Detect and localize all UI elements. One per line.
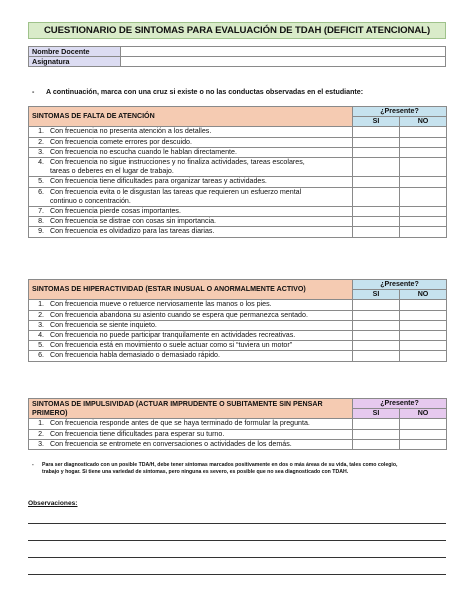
symptom-row — [29, 429, 447, 439]
yes-column-header: SI — [353, 117, 400, 127]
no-checkbox[interactable] — [400, 310, 447, 320]
no-checkbox[interactable] — [400, 207, 447, 217]
symptom-description: Con frecuencia es olvidadizo para las tareas diarias. — [50, 227, 215, 236]
symptom-number: 3. — [38, 147, 44, 156]
symptom-description-continued: continuo o concentración. — [50, 196, 131, 205]
symptom-description: Con frecuencia se entromete en conversaciones o actividades de los demás. — [50, 439, 292, 448]
no-checkbox[interactable] — [400, 331, 447, 341]
symptom-description: Con frecuencia no escucha cuando le hablan directamente. — [50, 147, 237, 156]
section-heading: SINTOMAS DE FALTA DE ATENCIÓN — [29, 107, 353, 127]
symptom-row — [29, 177, 447, 187]
symptom-row — [29, 127, 447, 137]
symptom-row — [29, 207, 447, 217]
yes-checkbox[interactable] — [353, 158, 400, 177]
symptom-row — [29, 187, 447, 206]
symptom-number: 3. — [38, 439, 44, 448]
yes-checkbox[interactable] — [353, 331, 400, 341]
symptom-description: Con frecuencia está en movimiento o suele actuar como si “tuviera un motor” — [50, 341, 293, 350]
symptom-number: 2. — [38, 137, 44, 146]
observation-line[interactable] — [28, 540, 446, 541]
note-line-1: Para ser diagnosticado con un posible TDA/H, debe tener síntomas marcados positivamente en dos o más áreas de su vida, tales como colegio, — [42, 462, 398, 468]
no-checkbox[interactable] — [400, 341, 447, 351]
yes-checkbox[interactable] — [353, 207, 400, 217]
symptom-text — [29, 300, 353, 310]
symptom-row — [29, 419, 447, 429]
note-dash: - — [32, 462, 34, 468]
symptom-number: 4. — [38, 331, 44, 340]
symptom-text — [29, 217, 353, 227]
page-title: CUESTIONARIO DE SINTOMAS PARA EVALUACIÓN DE TDAH (DEFICIT ATENCIONAL) — [28, 22, 446, 39]
yes-checkbox[interactable] — [353, 137, 400, 147]
symptom-text — [29, 177, 353, 187]
info-label-asignatura: Asignatura — [29, 57, 121, 67]
symptom-row — [29, 320, 447, 330]
info-row-docente — [29, 47, 446, 57]
symptom-row — [29, 310, 447, 320]
symptom-row — [29, 227, 447, 237]
symptom-section-table — [28, 398, 447, 450]
section-heading: SINTOMAS DE HIPERACTIVIDAD (ESTAR INUSUAL O ANORMALMENTE ACTIVO) — [29, 280, 353, 300]
instruction-text: A continuación, marca con una cruz si existe o no las conductas observadas en el estudiante: — [46, 88, 364, 96]
info-table — [28, 46, 446, 67]
no-column-header: NO — [400, 117, 447, 127]
bullet-dash: - — [32, 88, 35, 96]
no-checkbox[interactable] — [400, 419, 447, 429]
symptom-text — [29, 351, 353, 361]
symptom-text — [29, 320, 353, 330]
symptom-description: Con frecuencia comete errores por descuido. — [50, 137, 192, 146]
symptom-row — [29, 147, 447, 157]
symptom-text — [29, 310, 353, 320]
symptom-description: Con frecuencia pierde cosas importantes. — [50, 207, 181, 216]
symptom-description: Con frecuencia tiene dificultades para esperar su turno. — [50, 429, 225, 438]
symptom-number: 2. — [38, 429, 44, 438]
symptom-text — [29, 439, 353, 449]
symptom-row — [29, 217, 447, 227]
symptom-text — [29, 187, 353, 206]
yes-checkbox[interactable] — [353, 310, 400, 320]
symptom-description: Con frecuencia tiene dificultades para organizar tareas y actividades. — [50, 177, 267, 186]
section-header-row — [29, 399, 447, 409]
symptom-description: Con frecuencia se distrae con cosas sin importancia. — [50, 217, 216, 226]
present-header: ¿Presente? — [353, 280, 447, 290]
yes-column-header: SI — [353, 290, 400, 300]
no-column-header: NO — [400, 409, 447, 419]
symptom-description: Con frecuencia responde antes de que se haya terminado de formular la pregunta. — [50, 419, 310, 428]
symptom-text — [29, 207, 353, 217]
yes-checkbox[interactable] — [353, 419, 400, 429]
symptom-description: Con frecuencia mueve o retuerce nerviosamente las manos o los pies. — [50, 300, 272, 309]
no-checkbox[interactable] — [400, 127, 447, 137]
no-checkbox[interactable] — [400, 300, 447, 310]
symptom-row — [29, 439, 447, 449]
diagnosis-note — [28, 462, 448, 476]
symptom-text — [29, 419, 353, 429]
symptom-section-table — [28, 279, 447, 362]
symptom-row — [29, 331, 447, 341]
yes-checkbox[interactable] — [353, 187, 400, 206]
no-checkbox[interactable] — [400, 439, 447, 449]
symptom-number: 1. — [38, 127, 44, 136]
symptom-description: Con frecuencia no sigue instrucciones y no finaliza actividades, tareas escolares, — [50, 158, 305, 167]
observation-line[interactable] — [28, 523, 446, 524]
symptom-number: 3. — [38, 320, 44, 329]
symptom-number: 7. — [38, 207, 44, 216]
symptom-description: Con frecuencia evita o le disgustan las tareas que requieren un esfuerzo mental — [50, 187, 302, 196]
symptom-row — [29, 351, 447, 361]
symptom-number: 5. — [38, 341, 44, 350]
yes-checkbox[interactable] — [353, 341, 400, 351]
no-checkbox[interactable] — [400, 177, 447, 187]
symptom-row — [29, 137, 447, 147]
info-row-asignatura — [29, 57, 446, 67]
no-checkbox[interactable] — [400, 217, 447, 227]
observation-line[interactable] — [28, 557, 446, 558]
symptom-row — [29, 341, 447, 351]
observations-label: Observaciones: — [28, 500, 78, 507]
symptom-number: 6. — [38, 351, 44, 360]
symptom-text — [29, 127, 353, 137]
asignatura-field[interactable] — [121, 57, 446, 67]
symptom-text — [29, 137, 353, 147]
yes-checkbox[interactable] — [353, 147, 400, 157]
yes-checkbox[interactable] — [353, 439, 400, 449]
yes-checkbox[interactable] — [353, 227, 400, 237]
yes-column-header: SI — [353, 409, 400, 419]
section-header-row — [29, 107, 447, 117]
present-header: ¿Presente? — [353, 107, 447, 117]
no-checkbox[interactable] — [400, 351, 447, 361]
symptom-text — [29, 429, 353, 439]
no-checkbox[interactable] — [400, 227, 447, 237]
section-heading: SINTOMAS DE IMPULSIVIDAD (ACTUAR IMPRUDENTE O SUBITAMENTE SIN PENSAR PRIMERO) — [29, 399, 353, 419]
yes-checkbox[interactable] — [353, 177, 400, 187]
yes-checkbox[interactable] — [353, 217, 400, 227]
no-checkbox[interactable] — [400, 147, 447, 157]
no-checkbox[interactable] — [400, 429, 447, 439]
no-checkbox[interactable] — [400, 187, 447, 206]
symptom-number: 2. — [38, 310, 44, 319]
observation-line[interactable] — [28, 574, 446, 575]
info-label-docente: Nombre Docente — [29, 47, 121, 57]
symptom-number: 9. — [38, 227, 44, 236]
yes-checkbox[interactable] — [353, 320, 400, 330]
yes-checkbox[interactable] — [353, 127, 400, 137]
symptom-number: 6. — [38, 187, 44, 196]
symptom-text — [29, 158, 353, 177]
symptom-text — [29, 147, 353, 157]
no-checkbox[interactable] — [400, 320, 447, 330]
symptom-text — [29, 227, 353, 237]
symptom-description: Con frecuencia se siente inquieto. — [50, 320, 157, 329]
symptom-description: Con frecuencia no presenta atención a los detalles. — [50, 127, 212, 136]
no-checkbox[interactable] — [400, 158, 447, 177]
instruction — [32, 88, 363, 96]
symptom-number: 8. — [38, 217, 44, 226]
symptom-number: 4. — [38, 158, 44, 167]
yes-checkbox[interactable] — [353, 429, 400, 439]
symptom-number: 1. — [38, 419, 44, 428]
no-column-header: NO — [400, 290, 447, 300]
note-line-2: trabajo y hogar. Si tiene una variedad de síntomas, pero ninguna es severo, es posible que no sea diagnosticado con TDAH. — [42, 469, 349, 476]
symptom-text — [29, 341, 353, 351]
symptom-description: Con frecuencia abandona su asiento cuando se espera que permanezca sentado. — [50, 310, 308, 319]
symptom-number: 1. — [38, 300, 44, 309]
symptom-description: Con frecuencia no puede participar tranquilamente en actividades recreativas. — [50, 331, 296, 340]
docente-field[interactable] — [121, 47, 446, 57]
present-header: ¿Presente? — [353, 399, 447, 409]
yes-checkbox[interactable] — [353, 300, 400, 310]
symptom-section-table — [28, 106, 447, 238]
section-header-row — [29, 280, 447, 290]
no-checkbox[interactable] — [400, 137, 447, 147]
symptom-row — [29, 158, 447, 177]
symptom-row — [29, 300, 447, 310]
yes-checkbox[interactable] — [353, 351, 400, 361]
symptom-number: 5. — [38, 177, 44, 186]
symptom-text — [29, 331, 353, 341]
symptom-description: Con frecuencia habla demasiado o demasiado rápido. — [50, 351, 220, 360]
symptom-description-continued: tareas o deberes en el lugar de trabajo. — [50, 167, 174, 176]
